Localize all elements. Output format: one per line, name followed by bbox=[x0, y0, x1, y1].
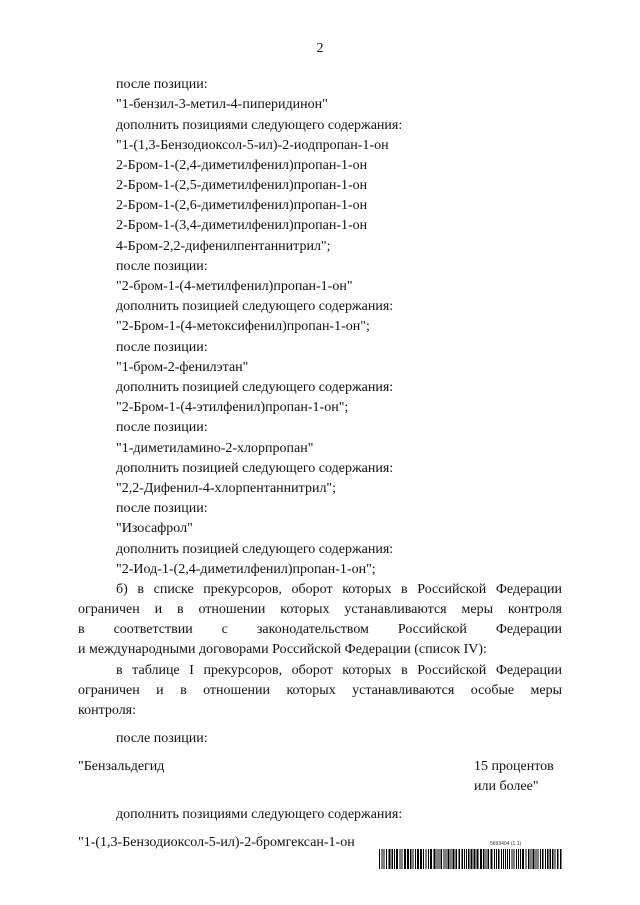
barcode-bar bbox=[531, 849, 532, 869]
barcode-bar bbox=[545, 849, 546, 869]
text-line: дополнить позицией следующего содержания: bbox=[116, 299, 394, 314]
barcode-bar bbox=[533, 849, 535, 869]
barcode-bar bbox=[518, 849, 519, 869]
barcode-image bbox=[379, 849, 563, 869]
text-line: "1-бром-2-фенилэтан" bbox=[116, 360, 249, 375]
barcode-bar bbox=[434, 849, 436, 869]
text-line: дополнить позицией следующего содержания: bbox=[116, 461, 394, 476]
barcode-bar bbox=[528, 849, 530, 869]
barcode-bar bbox=[426, 849, 427, 869]
barcode-bar bbox=[547, 849, 549, 869]
benzaldehyde-name: "Бензальдегид bbox=[78, 759, 165, 774]
barcode-bar bbox=[480, 849, 482, 869]
barcode-bar bbox=[477, 849, 479, 869]
barcode-bar bbox=[466, 849, 467, 869]
barcode-bar bbox=[471, 849, 473, 869]
barcode-bar bbox=[522, 849, 524, 869]
barcode-bar bbox=[402, 849, 403, 869]
barcode-bar bbox=[520, 849, 521, 869]
text-line: после позиции: bbox=[116, 77, 208, 92]
text-line: после позиции: bbox=[116, 340, 208, 355]
barcode-bar bbox=[560, 849, 562, 869]
barcode-bar bbox=[540, 849, 541, 869]
barcode-bar bbox=[555, 849, 556, 869]
barcode-bar bbox=[459, 849, 461, 869]
barcode-bar bbox=[512, 849, 513, 869]
barcode-bar bbox=[542, 849, 544, 869]
page-number: 2 bbox=[316, 41, 324, 56]
text-line: "2-Бром-1-(4-метоксифенил)пропан-1-он"; bbox=[116, 319, 370, 334]
barcode-bar bbox=[415, 849, 416, 869]
text-line: 2-Бром-1-(2,5-диметилфенил)пропан-1-он bbox=[116, 178, 368, 193]
barcode-bar bbox=[407, 849, 409, 869]
barcode-bar bbox=[453, 849, 455, 869]
barcode-bar bbox=[410, 849, 412, 869]
barcode-bar bbox=[396, 849, 398, 869]
barcode-bar bbox=[392, 849, 394, 869]
barcode-bar bbox=[462, 849, 464, 869]
supplement-text: дополнить позициями следующего содержания: bbox=[116, 807, 403, 822]
text-line: "2,2-Дифенил-4-хлорпентаннитрил"; bbox=[116, 481, 337, 496]
barcode-bar bbox=[509, 849, 510, 869]
barcode-bar bbox=[507, 849, 508, 869]
text-line: "1-(1,3-Бензодиоксол-5-ил)-2-иодпропан-1-он bbox=[116, 138, 389, 153]
barcode-bar bbox=[448, 849, 450, 869]
text-line: дополнить позицией следующего содержания: bbox=[116, 380, 394, 395]
barcode-bar bbox=[486, 849, 487, 869]
barcode-bar bbox=[423, 849, 424, 869]
barcode-bar bbox=[428, 849, 429, 869]
barcode-bar bbox=[446, 849, 447, 869]
barcode-bar bbox=[526, 849, 527, 869]
text-line: "Изосафрол" bbox=[116, 521, 193, 536]
barcode-bar bbox=[474, 849, 476, 869]
barcode-bar bbox=[491, 849, 493, 869]
after-position-label: после позиции: bbox=[116, 731, 208, 746]
barcode-bar bbox=[514, 849, 515, 869]
barcode-bar bbox=[444, 849, 445, 869]
barcode-bar bbox=[451, 849, 452, 869]
barcode-bar bbox=[437, 849, 438, 869]
barcode-bar bbox=[430, 849, 432, 869]
barcode-bar bbox=[384, 849, 385, 869]
barcode-bar bbox=[498, 849, 500, 869]
paragraph-b-line: в соответствии с законодательством Российской Федерации bbox=[78, 622, 562, 637]
barcode-bar bbox=[505, 849, 506, 869]
barcode-bar bbox=[456, 849, 458, 869]
paragraph-b-line: и международными договорами Российской Федерации (список IV): bbox=[78, 642, 487, 657]
text-line: "2-Бром-1-(4-этилфенил)пропан-1-он"; bbox=[116, 400, 349, 415]
barcode-bar bbox=[494, 849, 495, 869]
barcode-bar bbox=[420, 849, 422, 869]
barcode-number: 5693404 (1.1) bbox=[490, 841, 522, 847]
barcode-bar bbox=[468, 849, 470, 869]
barcode-bar bbox=[417, 849, 419, 869]
paragraph-b-line: б) в списке прекурсоров, оборот которых в Российской Федерации bbox=[116, 582, 562, 597]
text-line: 2-Бром-1-(2,4-диметилфенил)пропан-1-он bbox=[116, 158, 368, 173]
barcode-bar bbox=[386, 849, 387, 869]
paragraph-table-line: в таблице I прекурсоров, оборот которых в Российской Федерации bbox=[116, 663, 562, 678]
paragraph-table-line: ограничен и в отношении которых устанавливаются особые меры bbox=[78, 683, 562, 698]
text-line: 2-Бром-1-(2,6-диметилфенил)пропан-1-он bbox=[116, 198, 368, 213]
text-line: "2-Иод-1-(2,4-диметилфенил)пропан-1-он"; bbox=[116, 562, 376, 577]
text-line: "2-бром-1-(4-метилфенил)пропан-1-он" bbox=[116, 279, 353, 294]
barcode-bar bbox=[382, 849, 383, 869]
barcode-bar bbox=[496, 849, 497, 869]
barcode-bar bbox=[538, 849, 539, 869]
benzaldehyde-value-line1: 15 процентов bbox=[474, 759, 554, 774]
barcode-bar bbox=[441, 849, 443, 869]
barcode-bar bbox=[379, 849, 380, 869]
barcode-bar bbox=[552, 849, 554, 869]
text-line: дополнить позициями следующего содержания: bbox=[116, 118, 403, 133]
barcode-bar bbox=[503, 849, 504, 869]
benzaldehyde-value-line2: или более" bbox=[474, 779, 539, 794]
barcode-bar bbox=[394, 849, 395, 869]
barcode-bar bbox=[516, 849, 517, 869]
barcode-bar bbox=[389, 849, 391, 869]
barcode-bar bbox=[404, 849, 406, 869]
text-line: после позиции: bbox=[116, 420, 208, 435]
barcode-bar bbox=[550, 849, 552, 869]
text-line: "1-диметиламино-2-хлорпропан" bbox=[116, 441, 314, 456]
barcode-bar bbox=[483, 849, 485, 869]
text-line: после позиции: bbox=[116, 501, 208, 516]
barcode-bar bbox=[501, 849, 502, 869]
paragraph-table-line: контроля: bbox=[78, 703, 137, 718]
text-line: 4-Бром-2,2-дифенилпентаннитрил"; bbox=[116, 239, 331, 254]
text-line: дополнить позицией следующего содержания: bbox=[116, 542, 394, 557]
final-entry-line: "1-(1,3-Бензодиоксол-5-ил)-2-бромгексан-1-он bbox=[78, 835, 355, 850]
barcode-bar bbox=[536, 849, 537, 869]
paragraph-b-line: ограничен и в отношении которых устанавливаются меры контроля bbox=[78, 602, 562, 617]
text-line: 2-Бром-1-(3,4-диметилфенил)пропан-1-он bbox=[116, 218, 368, 233]
barcode-bar bbox=[439, 849, 440, 869]
barcode-bar bbox=[464, 849, 465, 869]
barcode-bar bbox=[488, 849, 490, 869]
barcode-bar bbox=[557, 849, 559, 869]
barcode-bar bbox=[400, 849, 401, 869]
text-line: после позиции: bbox=[116, 259, 208, 274]
text-line: "1-бензил-3-метил-4-пиперидинон" bbox=[116, 97, 328, 112]
barcode-bar bbox=[413, 849, 414, 869]
